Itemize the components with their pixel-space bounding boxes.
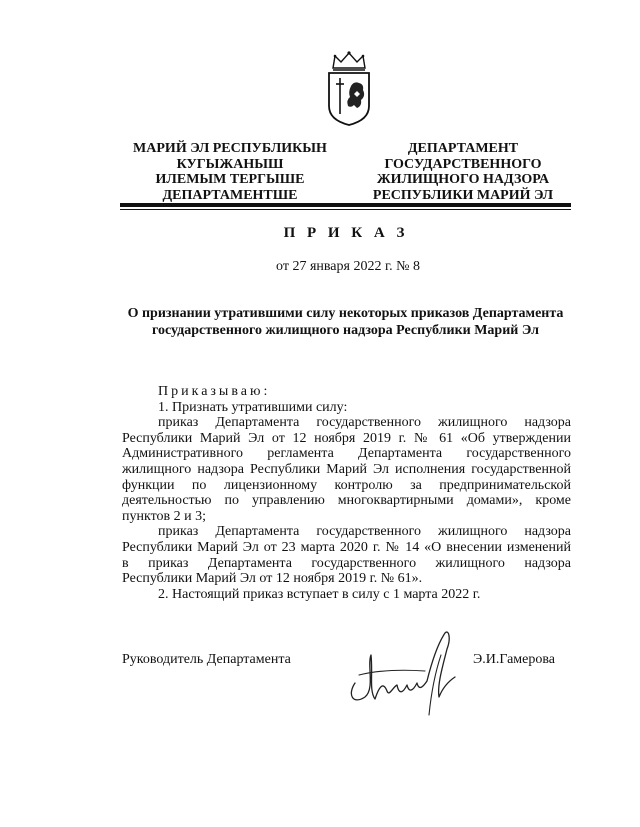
header-right-line: ДЕПАРТАМЕНТ bbox=[407, 141, 519, 156]
paragraph-line: пунктов 2 и 3; bbox=[122, 508, 207, 524]
header-right-line: ГОСУДАРСТВЕННОГО bbox=[384, 156, 542, 172]
header-divider-thin bbox=[120, 209, 571, 210]
order-body bbox=[122, 384, 571, 602]
paragraph-1 bbox=[122, 415, 571, 524]
paragraph-line: приказ Департамента государственного жилищного надзора bbox=[158, 524, 571, 540]
signatory-position: Руководитель Департамента bbox=[122, 652, 291, 667]
header-divider-thick bbox=[120, 203, 571, 207]
header-right-line: ЖИЛИЩНОГО НАДЗОРА bbox=[376, 172, 550, 188]
paragraph-line: жилищного надзора Республики Марий Эл исполнения государственной bbox=[122, 461, 571, 477]
handwritten-signature-icon bbox=[345, 625, 470, 720]
document-title: П Р И К А З bbox=[283, 225, 409, 241]
header-left-line: ДЕПАРТАМЕНТШЕ bbox=[162, 187, 298, 203]
order-subject bbox=[120, 305, 571, 339]
order-date-number: от 27 января 2022 г. № 8 bbox=[276, 259, 420, 274]
header-left-line: КУГЫЖАНЫШ bbox=[176, 156, 284, 172]
paragraph-line: приказ Департамента государственного жилищного надзора bbox=[158, 415, 571, 431]
paragraph-2 bbox=[122, 524, 571, 586]
header-left-line: ИЛЕМЫМ ТЕРГЫШЕ bbox=[155, 172, 305, 188]
paragraph-line: Административного регламента Департамента государственного bbox=[122, 446, 571, 462]
item-1: 1. Признать утратившими силу: bbox=[158, 399, 348, 415]
subject-line: О признании утратившими силу некоторых приказов Департамента bbox=[127, 306, 564, 321]
signatory-name: Э.И.Гамерова bbox=[473, 652, 556, 667]
paragraph-line: Республики Марий Эл от 23 марта 2020 г. № 14 «О внесении изменений bbox=[122, 539, 571, 555]
paragraph-line: в приказ Департамента государственного жилищного надзора bbox=[122, 555, 571, 571]
order-word: Приказываю: bbox=[158, 384, 271, 399]
paragraph-line: деятельностью по управлению многоквартирными домами», кроме bbox=[122, 493, 571, 509]
header-left-line: МАРИЙ ЭЛ РЕСПУБЛИКЫН bbox=[133, 141, 327, 156]
header-right-line: РЕСПУБЛИКИ МАРИЙ ЭЛ bbox=[372, 187, 554, 203]
paragraph-line: Республики Марий Эл от 12 ноября 2019 г. № 61». bbox=[122, 571, 423, 587]
paragraph-line: функции по лицензионному контролю за предпринимательской bbox=[122, 477, 571, 493]
subject-line: государственного жилищного надзора Республики Марий Эл bbox=[151, 323, 540, 338]
item-2: 2. Настоящий приказ вступает в силу с 1 марта 2022 г. bbox=[158, 586, 481, 602]
header-right-block bbox=[358, 141, 568, 203]
paragraph-line: Республики Марий Эл от 12 ноября 2019 г. № 61 «Об утверждении bbox=[122, 430, 571, 446]
header-left-block bbox=[120, 141, 340, 203]
coat-of-arms-icon bbox=[324, 50, 374, 126]
